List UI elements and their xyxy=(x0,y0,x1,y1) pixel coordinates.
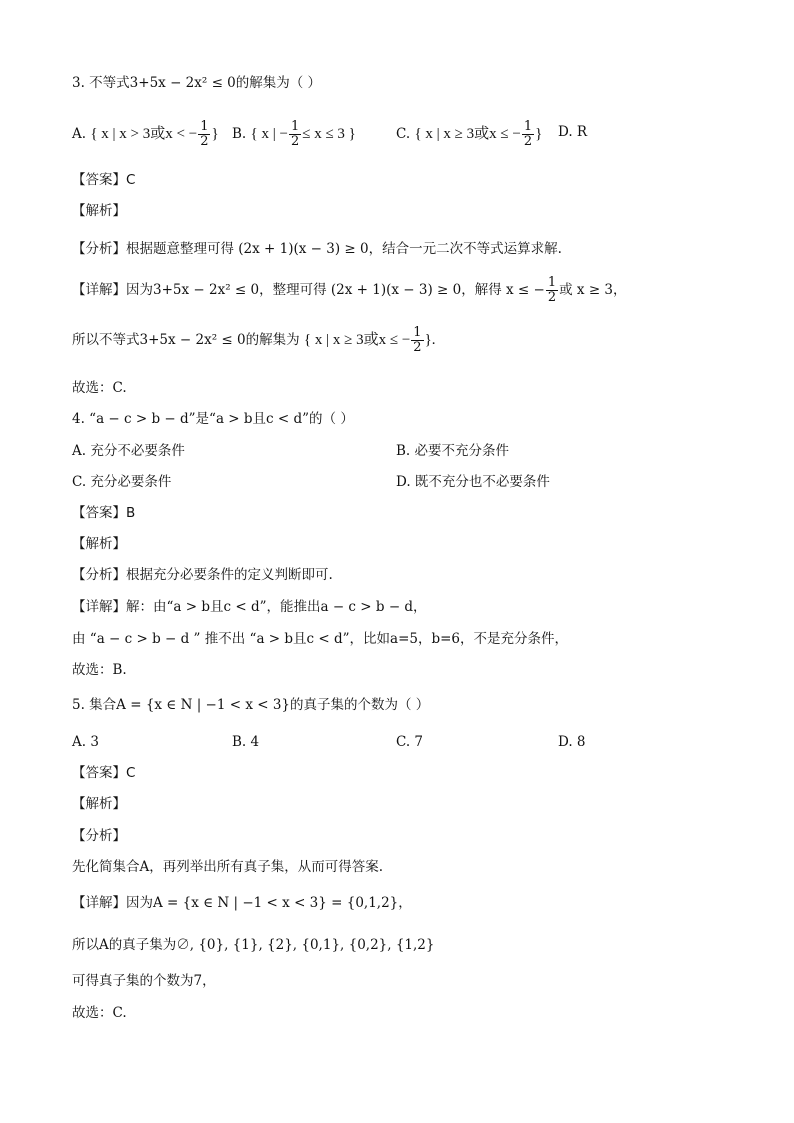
q3-stem: 3. 不等式3+5x − 2x² ≤ 0的解集为（ ） xyxy=(72,75,322,91)
fraction-denominator: 2 xyxy=(290,134,300,149)
q5-option-c: C. 7 xyxy=(396,734,424,750)
q3-option-b-tail: ≤ x ≤ 3 } xyxy=(302,126,356,142)
q4-option-c: C. 充分必要条件 xyxy=(72,474,172,490)
q4-xiangjie: 【详解】解：由“a > b且c < d”，能推出a − c > b − d， xyxy=(72,599,427,615)
q3-option-c xyxy=(396,120,542,149)
q5-option-a: A. 3 xyxy=(72,734,99,750)
q3-option-d: D. R xyxy=(558,124,588,140)
q5-xianhua: 先化简集合A，再列举出所有真子集，从而可得答案. xyxy=(72,859,384,875)
fraction xyxy=(522,120,534,149)
q3-xiangjie xyxy=(72,276,627,305)
q5-answer: 【答案】C xyxy=(72,765,136,781)
fraction-numerator: 1 xyxy=(547,275,557,290)
q5-analysis-heading: 【解析】 xyxy=(72,796,126,812)
q3-option-a xyxy=(72,120,219,149)
q3-option-a-text: { x | x > 3或x < − xyxy=(90,126,198,142)
q3-answer: 【答案】C xyxy=(72,172,136,188)
q3-suoyi-text: 所以不等式3+5x − 2x² ≤ 0的解集为 xyxy=(72,332,300,348)
q5-xiangjie: 【详解】因为A = {x ∈ N | −1 < x < 3} = {0,1,2}， xyxy=(72,895,412,911)
fraction xyxy=(546,276,558,305)
right-brace: } xyxy=(211,126,219,142)
fraction-denominator: 2 xyxy=(413,340,422,355)
fraction-denominator: 2 xyxy=(547,290,557,305)
fraction-denominator: 2 xyxy=(200,134,209,149)
right-brace: }. xyxy=(424,332,436,348)
fraction-numerator: 1 xyxy=(523,119,533,134)
q5-kede: 可得真子集的个数为7， xyxy=(72,973,216,989)
q4-stem: 4. “a − c > b − d”是“a > b且c < d”的（ ） xyxy=(72,411,354,427)
q4-guxuan: 故选：B. xyxy=(72,662,127,678)
q3-option-c-text: { x | x ≥ 3或x ≤ − xyxy=(414,126,521,142)
right-brace: } xyxy=(535,126,543,142)
q3-xiangjie-tail: 或 x ≥ 3， xyxy=(559,282,627,298)
fraction-numerator: 1 xyxy=(200,119,209,134)
fraction xyxy=(198,120,210,149)
fraction-denominator: 2 xyxy=(523,134,533,149)
q4-answer: 【答案】B xyxy=(72,505,136,521)
q4-option-b: B. 必要不充分条件 xyxy=(396,443,510,459)
fraction xyxy=(289,120,301,149)
q4-option-d: D. 既不充分也不必要条件 xyxy=(396,474,550,490)
q3-option-b-label: B. xyxy=(232,126,247,142)
fraction-numerator: 1 xyxy=(290,119,300,134)
fraction xyxy=(411,326,423,355)
q3-suoyi xyxy=(72,326,436,355)
q5-fenxi: 【分析】 xyxy=(72,828,126,844)
fraction-numerator: 1 xyxy=(413,325,422,340)
q3-fenxi: 【分析】根据题意整理可得 (2x + 1)(x − 3) ≥ 0，结合一元二次不等式运算求解. xyxy=(72,241,562,257)
q3-suoyi-set: { x | x ≥ 3或x ≤ − xyxy=(303,332,411,348)
q3-option-b xyxy=(232,120,356,149)
q5-guxuan: 故选：C. xyxy=(72,1005,127,1021)
q4-analysis-heading: 【解析】 xyxy=(72,536,126,552)
q3-analysis-heading: 【解析】 xyxy=(72,203,126,219)
q3-guxuan: 故选：C. xyxy=(72,380,127,396)
q4-option-a: A. 充分不必要条件 xyxy=(72,443,185,459)
q5-option-d: D. 8 xyxy=(558,734,586,750)
q5-stem: 5. 集合A = {x ∈ N | −1 < x < 3}的真子集的个数为（ ） xyxy=(72,697,430,713)
q3-xiangjie-text: 【详解】因为3+5x − 2x² ≤ 0，整理可得 (2x + 1)(x − 3) ≥ 0，解得 x ≤ − xyxy=(72,282,545,298)
q5-option-b: B. 4 xyxy=(232,734,260,750)
q3-option-c-label: C. xyxy=(396,126,411,142)
q4-you: 由 “a − c > b − d ” 推不出 “a > b且c < d”，比如a=5，b=6，不是充分条件， xyxy=(72,631,569,647)
q4-fenxi: 【分析】根据充分必要条件的定义判断即可. xyxy=(72,567,333,583)
q5-suoyi: 所以A的真子集为∅, {0}, {1}, {2}, {0,1}, {0,2}, {1,2} xyxy=(72,937,435,953)
q3-option-a-label: A. xyxy=(72,126,87,142)
q3-option-b-text: { x | − xyxy=(250,126,288,142)
